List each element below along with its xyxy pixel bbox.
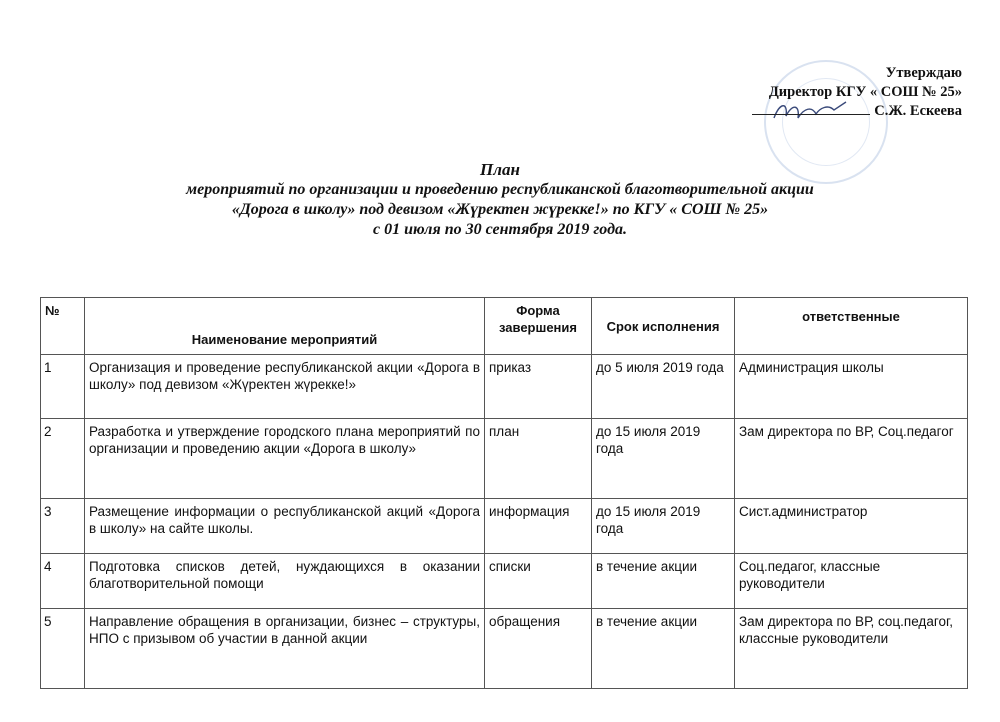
row-num: 3 (41, 499, 85, 554)
table-row (41, 609, 968, 689)
row-responsible: Зам директора по ВР, соц.педагог, классные руководители (735, 609, 968, 689)
row-name: Подготовка списков детей, нуждающихся в оказании благотворительной помощи (85, 554, 485, 609)
title-plan: План (480, 160, 520, 179)
approval-position: Директор КГУ « СОШ № 25» (768, 84, 962, 100)
row-name: Организация и проведение республиканской акции «Дорога в школу» под девизом «Жүректен жүрекке!» (85, 355, 485, 419)
row-form: информация (485, 499, 592, 554)
signature-line (752, 102, 870, 115)
row-responsible: Администрация школы (735, 355, 968, 419)
row-num: 5 (41, 609, 85, 689)
approval-name: С.Ж. Ескеева (874, 103, 962, 119)
header-num: № (41, 298, 85, 355)
approval-signatory (752, 102, 962, 121)
header-responsible: ответственные (735, 298, 968, 355)
row-responsible: Соц.педагог, классные руководители (735, 554, 968, 609)
table-row (41, 499, 968, 554)
approval-block (752, 64, 962, 121)
row-num: 1 (41, 355, 85, 419)
table-row (41, 554, 968, 609)
row-responsible: Зам директора по ВР, Соц.педагог (735, 419, 968, 499)
row-deadline: в течение акции (592, 609, 735, 689)
title-line-3: «Дорога в школу» под девизом «Жүректен жүрекке!» по КГУ « СОШ № 25» (231, 201, 769, 218)
row-deadline: до 5 июля 2019 года (592, 355, 735, 419)
row-name: Размещение информации о республиканской акций «Дорога в школу» на сайте школы. (85, 499, 485, 554)
row-name: Разработка и утверждение городского плана мероприятий по организации и проведению акции «Дорога в школу» (85, 419, 485, 499)
row-form: план (485, 419, 592, 499)
header-form: Форма завершения (485, 298, 592, 355)
row-deadline: до 15 июля 2019 года (592, 419, 735, 499)
row-form: списки (485, 554, 592, 609)
approval-heading: Утверждаю (885, 65, 962, 81)
row-deadline: в течение акции (592, 554, 735, 609)
title-line-4: с 01 июля по 30 сентября 2019 года. (372, 221, 628, 238)
row-form: приказ (485, 355, 592, 419)
events-table (40, 297, 968, 689)
document-title (0, 160, 1000, 240)
header-deadline: Срок исполнения (592, 298, 735, 355)
table-row (41, 355, 968, 419)
table-row (41, 419, 968, 499)
row-name: Направление обращения в организации, бизнес – структуры, НПО с призывом об участии в данной акции (85, 609, 485, 689)
row-deadline: до 15 июля 2019 года (592, 499, 735, 554)
row-responsible: Сист.администратор (735, 499, 968, 554)
row-num: 4 (41, 554, 85, 609)
table-header-row (41, 298, 968, 355)
title-line-2: мероприятий по организации и проведению республиканской благотворительной акции (186, 181, 814, 198)
row-form: обращения (485, 609, 592, 689)
header-name: Наименование мероприятий (85, 298, 485, 355)
row-num: 2 (41, 419, 85, 499)
